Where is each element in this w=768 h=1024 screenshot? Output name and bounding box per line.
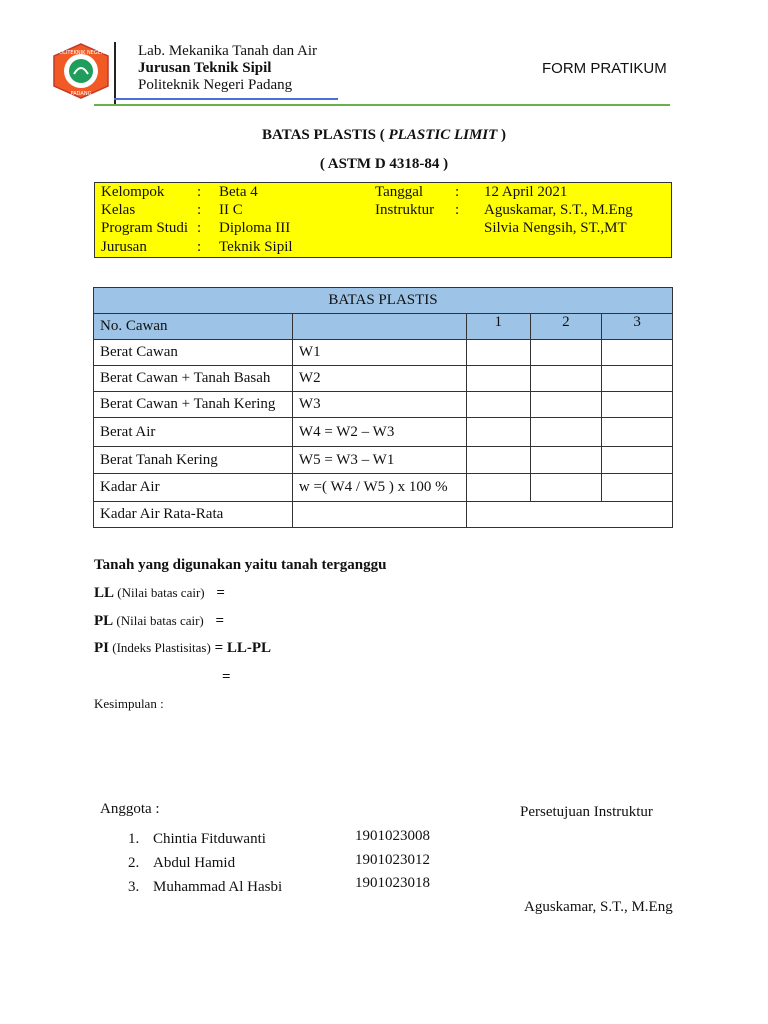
row-formula: W3 xyxy=(292,392,466,418)
pl-desc: (Nilai batas cair) xyxy=(113,613,204,628)
row-label: Berat Tanah Kering xyxy=(94,447,293,474)
logo-text-top: POLITEKNIK NEGERI xyxy=(56,50,106,56)
kelas-label: Kelas xyxy=(101,202,136,218)
value-cell[interactable] xyxy=(602,474,673,502)
colon: : xyxy=(197,239,202,255)
kelompok-label: Kelompok xyxy=(101,184,165,200)
header-vertical-rule xyxy=(114,42,116,104)
header-green-rule xyxy=(94,104,670,106)
pi-line xyxy=(94,640,271,657)
column-header-2: 2 xyxy=(530,314,602,340)
members-title: Anggota : xyxy=(100,801,160,817)
approval-label: Persetujuan Instruktur xyxy=(520,804,653,820)
logo-text-bottom: PADANG xyxy=(70,91,92,97)
value-cell[interactable] xyxy=(602,340,673,366)
average-label: Kadar Air Rata-Rata xyxy=(94,502,293,528)
title-italic: PLASTIC LIMIT xyxy=(388,127,498,143)
row-label: Kadar Air xyxy=(94,474,293,502)
table-title: BATAS PLASTIS xyxy=(94,288,673,314)
prodi-label: Program Studi xyxy=(101,220,189,236)
value-cell[interactable] xyxy=(530,366,602,392)
header-blank-cell xyxy=(292,314,466,340)
institution-logo xyxy=(50,42,112,100)
column-header-3: 3 xyxy=(602,314,673,340)
pl-line xyxy=(94,613,224,630)
jurusan-label: Jurusan xyxy=(101,239,147,255)
info-row-kelas xyxy=(95,202,671,221)
value-cell[interactable] xyxy=(602,447,673,474)
row-label: Berat Cawan + Tanah Basah xyxy=(94,366,293,392)
column-header-1: 1 xyxy=(466,314,530,340)
value-cell[interactable] xyxy=(530,392,602,418)
instruktur-label: Instruktur xyxy=(375,202,435,218)
standard-title: ( ASTM D 4318-84 ) xyxy=(319,156,449,172)
table-row xyxy=(94,392,673,418)
average-formula-cell[interactable] xyxy=(292,502,466,528)
member-no: 2. xyxy=(128,855,140,871)
table-title-row xyxy=(94,288,673,314)
instruktur-2-value: Silvia Nengsih, ST.,MT xyxy=(484,220,627,236)
average-value-cell[interactable] xyxy=(466,502,672,528)
member-name: Abdul Hamid xyxy=(153,855,236,871)
row-label: Berat Cawan + Tanah Kering xyxy=(94,392,293,418)
lab-name: Lab. Mekanika Tanah dan Air xyxy=(138,43,318,59)
info-row-jurusan xyxy=(95,239,671,258)
table-row xyxy=(94,447,673,474)
value-cell[interactable] xyxy=(602,418,673,447)
table-row xyxy=(94,418,673,447)
table-row xyxy=(94,366,673,392)
row-formula: W4 = W2 – W3 xyxy=(292,418,466,447)
value-cell[interactable] xyxy=(530,418,602,447)
instruktur-1-value: Aguskamar, S.T., M.Eng xyxy=(484,202,633,218)
colon: : xyxy=(197,220,202,236)
ll-line xyxy=(94,585,225,602)
member-name: Chintia Fitduwanti xyxy=(153,831,266,847)
info-box xyxy=(94,182,672,258)
row-formula: W2 xyxy=(292,366,466,392)
ll-desc: (Nilai batas cair) xyxy=(114,585,205,600)
member-id: 1901023018 xyxy=(355,875,430,891)
value-cell[interactable] xyxy=(530,474,602,502)
table-row-average xyxy=(94,502,673,528)
plastic-limit-table xyxy=(93,287,673,528)
kelas-value: II C xyxy=(219,202,243,218)
pl-label: PL xyxy=(94,613,114,629)
colon: : xyxy=(455,202,460,218)
member-name: Muhammad Al Hasbi xyxy=(153,879,283,895)
pi-equals: = xyxy=(222,669,231,685)
value-cell[interactable] xyxy=(466,366,530,392)
member-no: 3. xyxy=(128,879,140,895)
value-cell[interactable] xyxy=(466,418,530,447)
pi-label: PI xyxy=(94,640,109,656)
value-cell[interactable] xyxy=(466,340,530,366)
table-row xyxy=(94,474,673,502)
row-formula: W5 = W3 – W1 xyxy=(292,447,466,474)
value-cell[interactable] xyxy=(466,474,530,502)
form-label: FORM PRATIKUM xyxy=(542,60,667,77)
colon: : xyxy=(455,184,460,200)
approval-name: Aguskamar, S.T., M.Eng xyxy=(524,899,673,915)
value-cell[interactable] xyxy=(602,392,673,418)
value-cell[interactable] xyxy=(530,340,602,366)
pl-equals: = xyxy=(215,613,225,629)
value-cell[interactable] xyxy=(466,447,530,474)
ll-equals: = xyxy=(216,585,225,601)
colon: : xyxy=(197,202,202,218)
title-prefix: BATAS PLASTIS ( xyxy=(261,127,389,143)
member-id: 1901023008 xyxy=(355,828,430,844)
page-title xyxy=(0,127,768,144)
value-cell[interactable] xyxy=(602,366,673,392)
row-formula: W1 xyxy=(292,340,466,366)
kelompok-value: Beta 4 xyxy=(219,184,258,200)
value-cell[interactable] xyxy=(530,447,602,474)
jurusan-value: Teknik Sipil xyxy=(219,239,293,255)
value-cell[interactable] xyxy=(466,392,530,418)
header-blue-rule xyxy=(114,98,338,100)
institution-name: Politeknik Negeri Padang xyxy=(138,77,293,93)
department-name: Jurusan Teknik Sipil xyxy=(138,60,272,76)
pi-formula: = LL-PL xyxy=(210,640,272,656)
soil-note: Tanah yang digunakan yaitu tanah terganggu xyxy=(94,557,387,573)
prodi-value: Diploma III xyxy=(219,220,291,236)
ll-label: LL xyxy=(94,585,115,601)
info-row-prodi xyxy=(95,220,671,239)
tanggal-value: 12 April 2021 xyxy=(484,184,568,200)
row-formula: w =( W4 / W5 ) x 100 % xyxy=(292,474,466,502)
table-row xyxy=(94,340,673,366)
info-row-kelompok xyxy=(95,184,671,203)
table-header-row xyxy=(94,314,673,340)
header-text xyxy=(138,43,317,94)
row-label: Berat Cawan xyxy=(94,340,293,366)
member-no: 1. xyxy=(128,831,140,847)
colon: : xyxy=(197,184,202,200)
row-label: Berat Air xyxy=(94,418,293,447)
pi-desc: (Indeks Plastisitas) xyxy=(109,640,211,655)
conclusion-label: Kesimpulan : xyxy=(94,696,164,711)
no-cawan-label: No. Cawan xyxy=(94,314,293,340)
member-id: 1901023012 xyxy=(355,852,430,868)
tanggal-label: Tanggal xyxy=(375,184,424,200)
title-suffix: ) xyxy=(497,127,507,143)
